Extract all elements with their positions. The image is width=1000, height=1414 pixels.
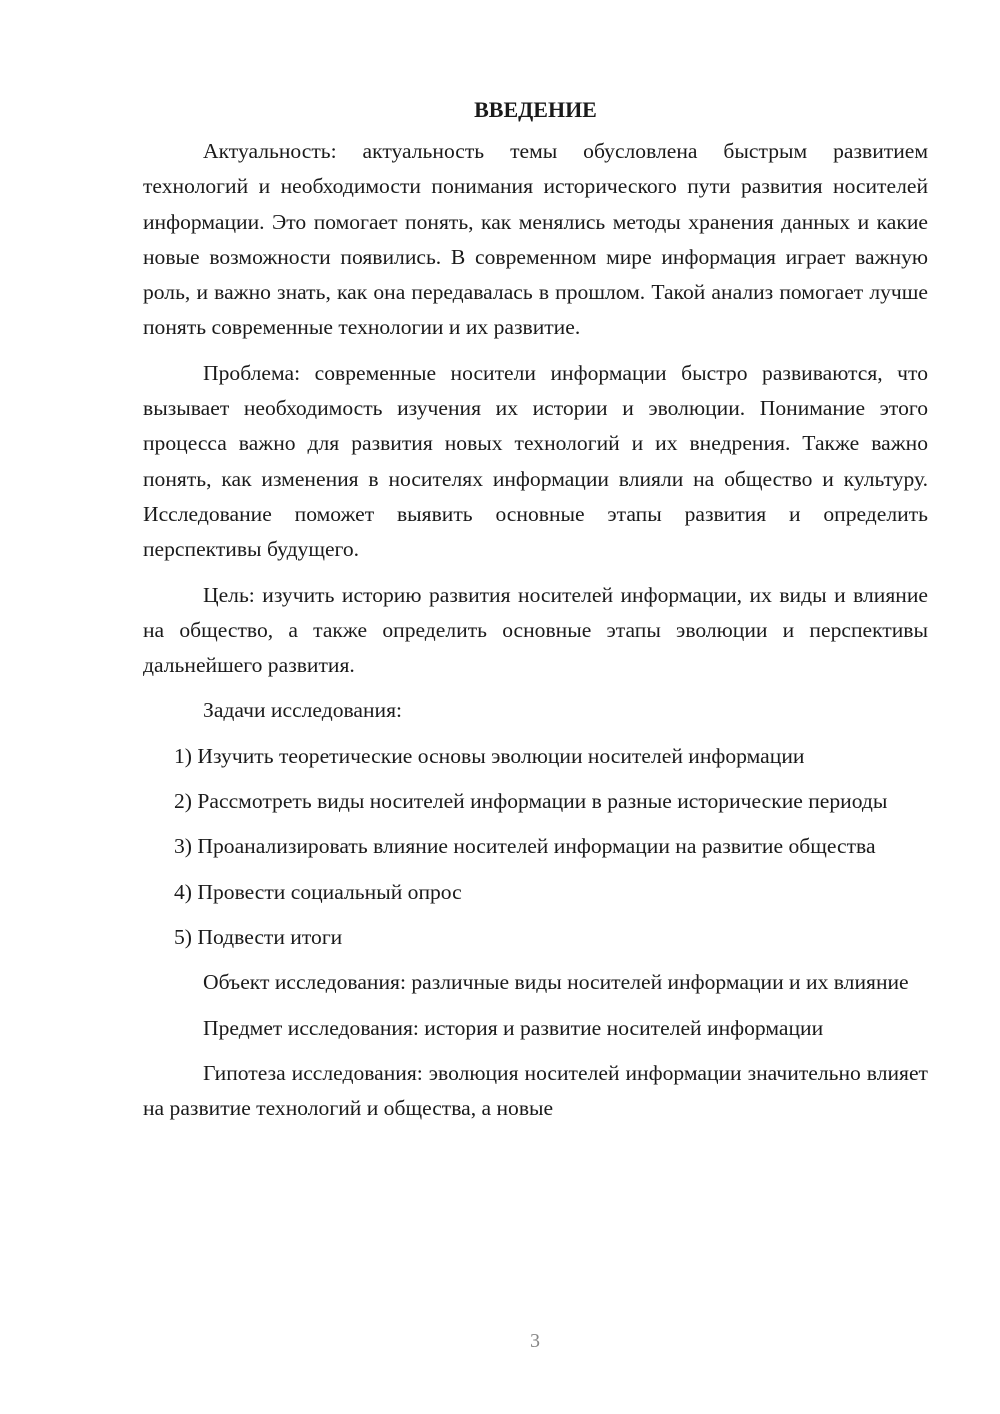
list-item: 5) Подвести итоги — [174, 924, 343, 949]
list-item: 3) Проанализировать влияние носителей информации на развитие общества — [174, 834, 876, 859]
list-item: 2) Рассмотреть виды носителей информации в разные исторические периоды — [174, 789, 888, 814]
page-title: ВВЕДЕНИЕ — [474, 97, 597, 122]
page-number: 3 — [530, 1330, 540, 1352]
paragraph-object: Объект исследования: различные виды носителей информации и их влияние — [203, 970, 909, 995]
paragraph-relevance: Актуальность: актуальность темы обусловлена быстрым развитием технологий и необходимости понимания исторического пути развития носителей информации. Это помогает понять, как менялись методы хранения данных и какие новые возможности появились. В современном мире информация играет важную роль, и важно знать, как она передавалась в прошлом. Такой анализ помогает лучше понять современные технологии и их развитие. — [143, 139, 928, 340]
list-item: 4) Провести социальный опрос — [174, 879, 462, 904]
list-item: 1) Изучить теоретические основы эволюции носителей информации — [174, 743, 805, 768]
paragraph-goal: Цель: изучить историю развития носителей информации, их виды и влияние на общество, а также определить основные этапы эволюции и перспективы дальнейшего развития. — [143, 582, 928, 678]
paragraph-problem: Проблема: современные носители информации быстро развиваются, что вызывает необходимость изучения их истории и эволюции. Понимание этого процесса важно для развития новых технологий и их внедрения. Также важно понять, как изменения в носителях информации влияли на общество и культуру. Исследование поможет выявить основные этапы развития и определить перспективы будущего. — [143, 360, 928, 562]
paragraph-subject: Предмет исследования: история и развитие носителей информации — [203, 1015, 824, 1040]
paragraph-hypothesis: Гипотеза исследования: эволюция носителей информации значительно влияет на развитие технологий и общества, а новые — [143, 1060, 928, 1121]
tasks-heading: Задачи исследования: — [203, 698, 403, 723]
document-page — [143, 92, 928, 1136]
tasks-list — [143, 739, 928, 955]
